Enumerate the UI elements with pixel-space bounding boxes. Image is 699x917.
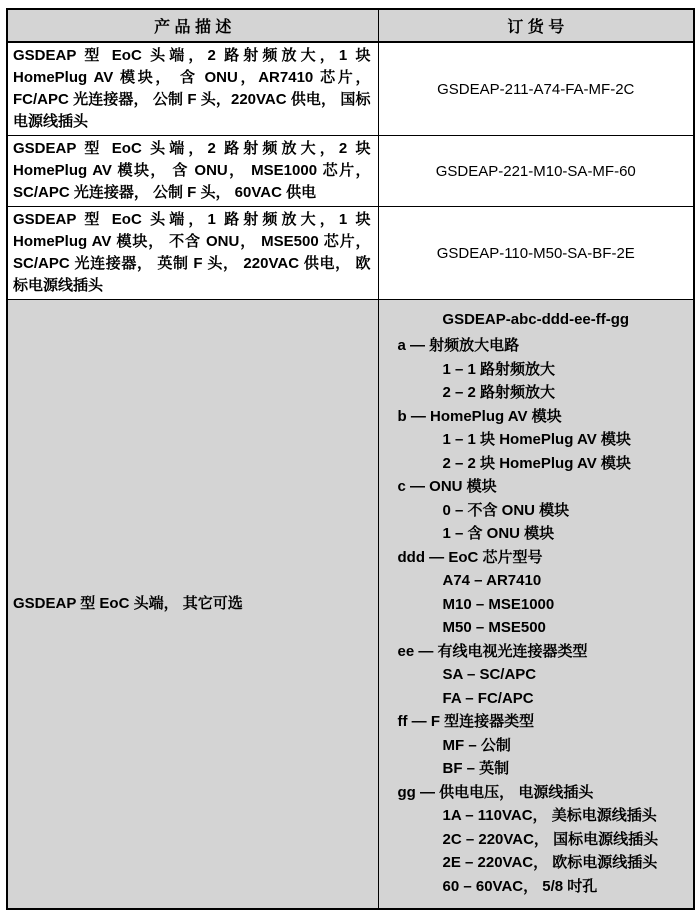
column-header-product-description: 产 品 描 述	[7, 9, 378, 42]
option-line: 1A – 110VAC， 美标电源线插头	[442, 807, 657, 824]
option-line: 1 – 1 路射频放大	[442, 360, 556, 378]
option-line: 2C – 220VAC， 国标电源线插头	[442, 830, 659, 848]
column-header-order-number: 订 货 号	[378, 9, 694, 42]
options-code-cell	[378, 300, 694, 910]
option-line: BF – 英制	[442, 760, 510, 777]
option-line: ee — 有线电视光连接器类型	[397, 642, 588, 660]
option-line: ff — F 型连接器类型	[397, 713, 535, 730]
table-row	[7, 136, 694, 207]
order-number-cell: GSDEAP-221-M10-SA-MF-60	[378, 136, 694, 207]
option-line: FA – FC/APC	[442, 689, 534, 707]
option-line: a — 射频放大电路	[397, 337, 520, 354]
option-line: A74 – AR7410	[442, 572, 542, 589]
table-row	[7, 207, 694, 300]
option-line: 2 – 2 路射频放大	[442, 384, 556, 401]
option-line: ddd — EoC 芯片型号	[397, 548, 543, 566]
product-description-cell: GSDEAP 型 EoC 头端，2 路射频放大，1 块 HomePlug AV 模块， 含 ONU，AR7410 芯片， FC/APC 光连接器， 公制 F 头，220VAC 供电， 国标电源线插头	[7, 42, 378, 136]
option-line: MF – 公制	[442, 736, 511, 754]
option-line: 1 – 1 块 HomePlug AV 模块	[442, 431, 631, 448]
option-line: b — HomePlug AV 模块	[397, 407, 562, 425]
header-row	[7, 9, 694, 42]
option-line: SA – SC/APC	[442, 666, 537, 683]
product-rows	[7, 42, 694, 300]
option-line: M50 – MSE500	[442, 619, 546, 636]
order-code-pattern: GSDEAP-abc-ddd-ee-ff-gg	[442, 311, 630, 328]
options-description-cell: GSDEAP 型 EoC 头端， 其它可选	[7, 300, 378, 910]
option-line: c — ONU 模块	[397, 478, 497, 495]
product-order-table	[6, 8, 695, 910]
order-number-cell: GSDEAP-110-M50-SA-BF-2E	[378, 207, 694, 300]
option-line: 1 – 含 ONU 模块	[442, 525, 555, 542]
option-line: 2 – 2 块 HomePlug AV 模块	[442, 454, 631, 472]
option-line: gg — 供电电压， 电源线插头	[397, 783, 594, 801]
option-line: M10 – MSE1000	[442, 595, 555, 613]
option-line: 2E – 220VAC， 欧标电源线插头	[442, 854, 658, 871]
option-line: 60 – 60VAC， 5/8 吋孔	[442, 877, 598, 895]
options-row	[7, 300, 694, 910]
product-description-cell: GSDEAP 型 EoC 头端，1 路射频放大，1 块 HomePlug AV 模块， 不含 ONU， MSE500 芯片， SC/APC 光连接器， 英制 F 头， 220VAC 供电， 欧标电源线插头	[7, 207, 378, 300]
table-row	[7, 42, 694, 136]
options-line-list	[383, 334, 690, 898]
order-number-cell: GSDEAP-211-A74-FA-MF-2C	[378, 42, 694, 136]
product-description-cell: GSDEAP 型 EoC 头端，2 路射频放大，2 块 HomePlug AV 模块， 含 ONU， MSE1000 芯片， SC/APC 光连接器， 公制 F 头， 60VAC 供电	[7, 136, 378, 207]
option-line: 0 – 不含 ONU 模块	[442, 501, 570, 519]
